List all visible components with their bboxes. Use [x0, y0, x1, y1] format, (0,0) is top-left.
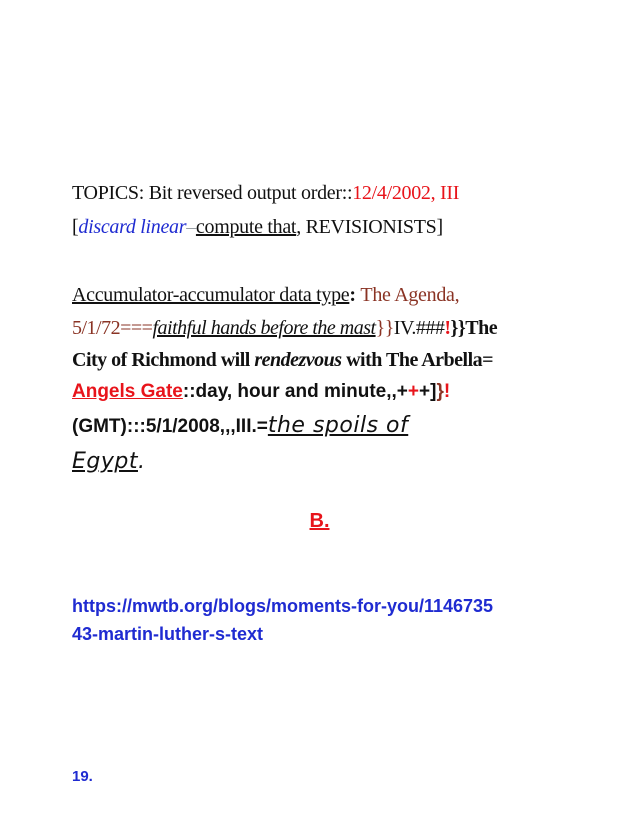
gmt-text: (GMT):::5/1/2008,,,III.=: [72, 416, 268, 437]
braces-text: }}: [375, 317, 394, 339]
angels-gate-line: [72, 382, 450, 401]
url-link-line-2[interactable]: 43-martin-luther-s-text: [72, 624, 264, 644]
discard-linear-text: discard linear: [78, 216, 187, 238]
url-link-line-1[interactable]: https://mwtb.org/blogs/moments-for-you/1146735: [72, 596, 494, 616]
egypt-text: Egypt: [72, 449, 138, 474]
topics-date: 12/4/2002, III: [352, 182, 460, 204]
plus-text: +: [407, 381, 420, 402]
arbella-text: with The Arbella=: [341, 349, 494, 371]
revisionists-text: , REVISIONISTS]: [296, 216, 443, 238]
compute-that-text: compute that: [195, 216, 297, 238]
gmt-line: [72, 415, 408, 437]
open-bracket: [: [72, 216, 79, 238]
accumulator-term: Accumulator-accumulator data type: [72, 284, 350, 306]
faithful-hands-text: faithful hands before the mast: [152, 317, 376, 339]
topics-label: TOPICS: Bit reversed output order::: [72, 182, 353, 204]
section-heading: B.: [309, 510, 330, 532]
agenda-date: 5/1/72===: [72, 317, 153, 339]
agenda-text: The Agenda,: [360, 284, 460, 306]
richmond-line: [72, 350, 493, 370]
discard-line: [72, 217, 443, 237]
page-number: 19.: [72, 768, 93, 785]
iv-text: IV.###: [393, 317, 445, 339]
accumulator-colon: :: [349, 284, 361, 306]
dash-text: –: [186, 216, 196, 238]
accumulator-line: [72, 285, 459, 305]
spoils-text: the spoils of: [267, 413, 409, 438]
the-text: }}The: [450, 317, 498, 339]
richmond-text: City of Richmond will: [72, 349, 255, 371]
brace-text: }: [436, 381, 444, 402]
angels-gate-text: Angels Gate: [72, 381, 183, 402]
angels-bang-text: !: [443, 381, 451, 402]
egypt-line: [72, 450, 145, 473]
topics-line: [72, 183, 459, 203]
rendezvous-text: rendezvous: [254, 349, 342, 371]
hands-line: [72, 318, 497, 338]
plus-bracket-text: +]: [419, 381, 437, 402]
day-hour-text: ::day, hour and minute,,+: [182, 381, 408, 402]
bang-text: !: [444, 317, 451, 339]
egypt-dot: .: [137, 449, 146, 474]
